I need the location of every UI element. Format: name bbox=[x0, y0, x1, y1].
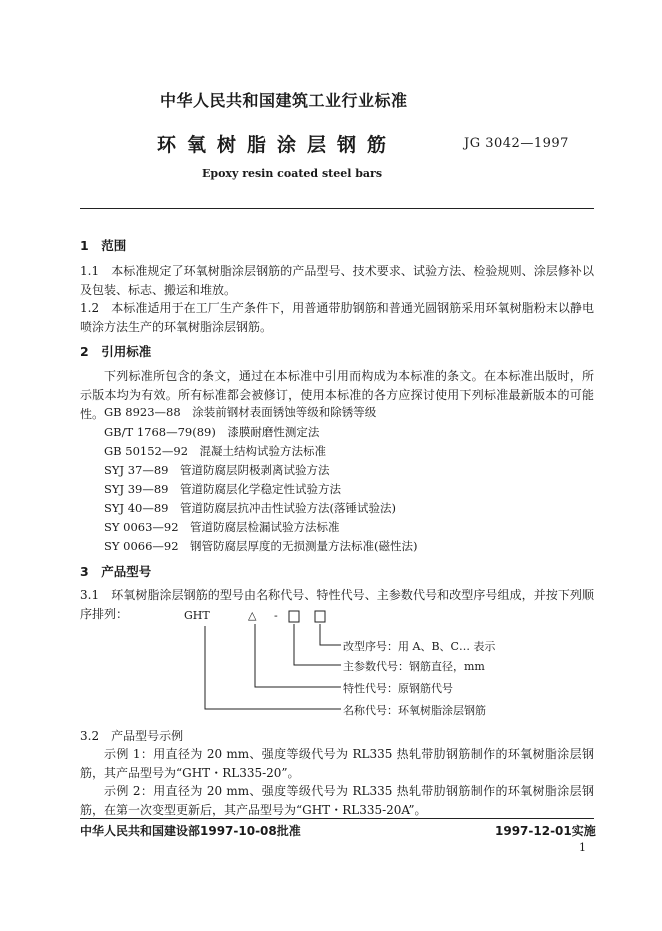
clause-3-1: 3.1 环氧树脂涂层钢筋的型号由名称代号、特性代号、主参数代号和改型序号组成，并按下列顺序排列： bbox=[80, 588, 594, 621]
label-revision-number: 改型序号：用 A、B、C… 表示 bbox=[343, 640, 496, 653]
clause-1-2: 1.2 本标准适用于在工厂生产条件下，用普通带肋钢筋和普通光圆钢筋采用环氧树脂粉末以静电喷涂方法生产的环氧树脂涂层钢筋。 bbox=[80, 301, 594, 334]
designation-prefix: GHT bbox=[184, 609, 210, 622]
reference-item: SYJ 37—89 管道防腐层阴极剥离试验方法 bbox=[104, 463, 330, 477]
document-title-english: Epoxy resin coated steel bars bbox=[202, 167, 383, 180]
footer-rule bbox=[80, 818, 594, 819]
reference-item: SYJ 39—89 管道防腐层化学稳定性试验方法 bbox=[104, 482, 342, 496]
section-2-heading: 2 引用标准 bbox=[80, 344, 152, 359]
effective-date: 1997-12-01实施 bbox=[495, 824, 596, 838]
example-1: 示例 1：用直径为 20 mm、强度等级代号为 RL335 热轧带肋钢筋制作的环氧树脂涂层钢筋，其产品型号为“GHT・RL335-20”。 bbox=[80, 747, 594, 780]
references-intro: 下列标准所包含的条文，通过在本标准中引用而构成为本标准的条文。在本标准出版时，所示版本均为有效。所有标准都会被修订，使用本标准的各方应探讨使用下列标准最新版本的可能性。 bbox=[80, 369, 594, 421]
triangle-symbol: △ bbox=[248, 609, 257, 622]
document-title: 环氧树脂涂层钢筋 bbox=[157, 134, 398, 156]
page-number: 1 bbox=[579, 841, 586, 854]
example-2: 示例 2：用直径为 20 mm、强度等级代号为 RL335 热轧带肋钢筋制作的环氧树脂涂层钢筋，在第一次变型更新后，其产品型号为“GHT・RL335-20A”。 bbox=[80, 784, 594, 817]
section-3-heading: 3 产品型号 bbox=[80, 564, 152, 579]
label-main-parameter: 主参数代号：钢筋直径，mm bbox=[343, 660, 485, 673]
standard-code: JG 3042—1997 bbox=[464, 136, 569, 151]
approval-statement: 中华人民共和国建设部1997-10-08批准 bbox=[80, 824, 301, 838]
standard-name: 中华人民共和国建筑工业行业标准 bbox=[160, 91, 408, 110]
reference-item: SY 0066—92 钢管防腐层厚度的无损测量方法标准(磁性法) bbox=[104, 539, 418, 553]
section-1-heading: 1 范围 bbox=[80, 238, 127, 253]
clause-1-1: 1.1 本标准规定了环氧树脂涂层钢筋的产品型号、技术要求、试验方法、检验规则、涂层修补以及包装、标志、搬运和堆放。 bbox=[80, 264, 594, 297]
model-designation-diagram bbox=[180, 608, 600, 732]
label-name-code: 名称代号：环氧树脂涂层钢筋 bbox=[343, 704, 486, 717]
dash-symbol: - bbox=[274, 609, 278, 622]
clause-3-2: 3.2 产品型号示例 bbox=[80, 729, 184, 743]
reference-item: GB 8923—88 涂装前钢材表面锈蚀等级和除锈等级 bbox=[104, 405, 377, 419]
reference-item: SYJ 40—89 管道防腐层抗冲击性试验方法(落锤试验法) bbox=[104, 501, 396, 515]
header-rule bbox=[80, 208, 594, 209]
reference-item: GB/T 1768—79(89) 漆膜耐磨性测定法 bbox=[104, 425, 320, 439]
label-characteristic-code: 特性代号：原钢筋代号 bbox=[343, 682, 453, 695]
reference-item: SY 0063—92 管道防腐层检漏试验方法标准 bbox=[104, 520, 340, 534]
reference-item: GB 50152—92 混凝土结构试验方法标准 bbox=[104, 444, 327, 458]
